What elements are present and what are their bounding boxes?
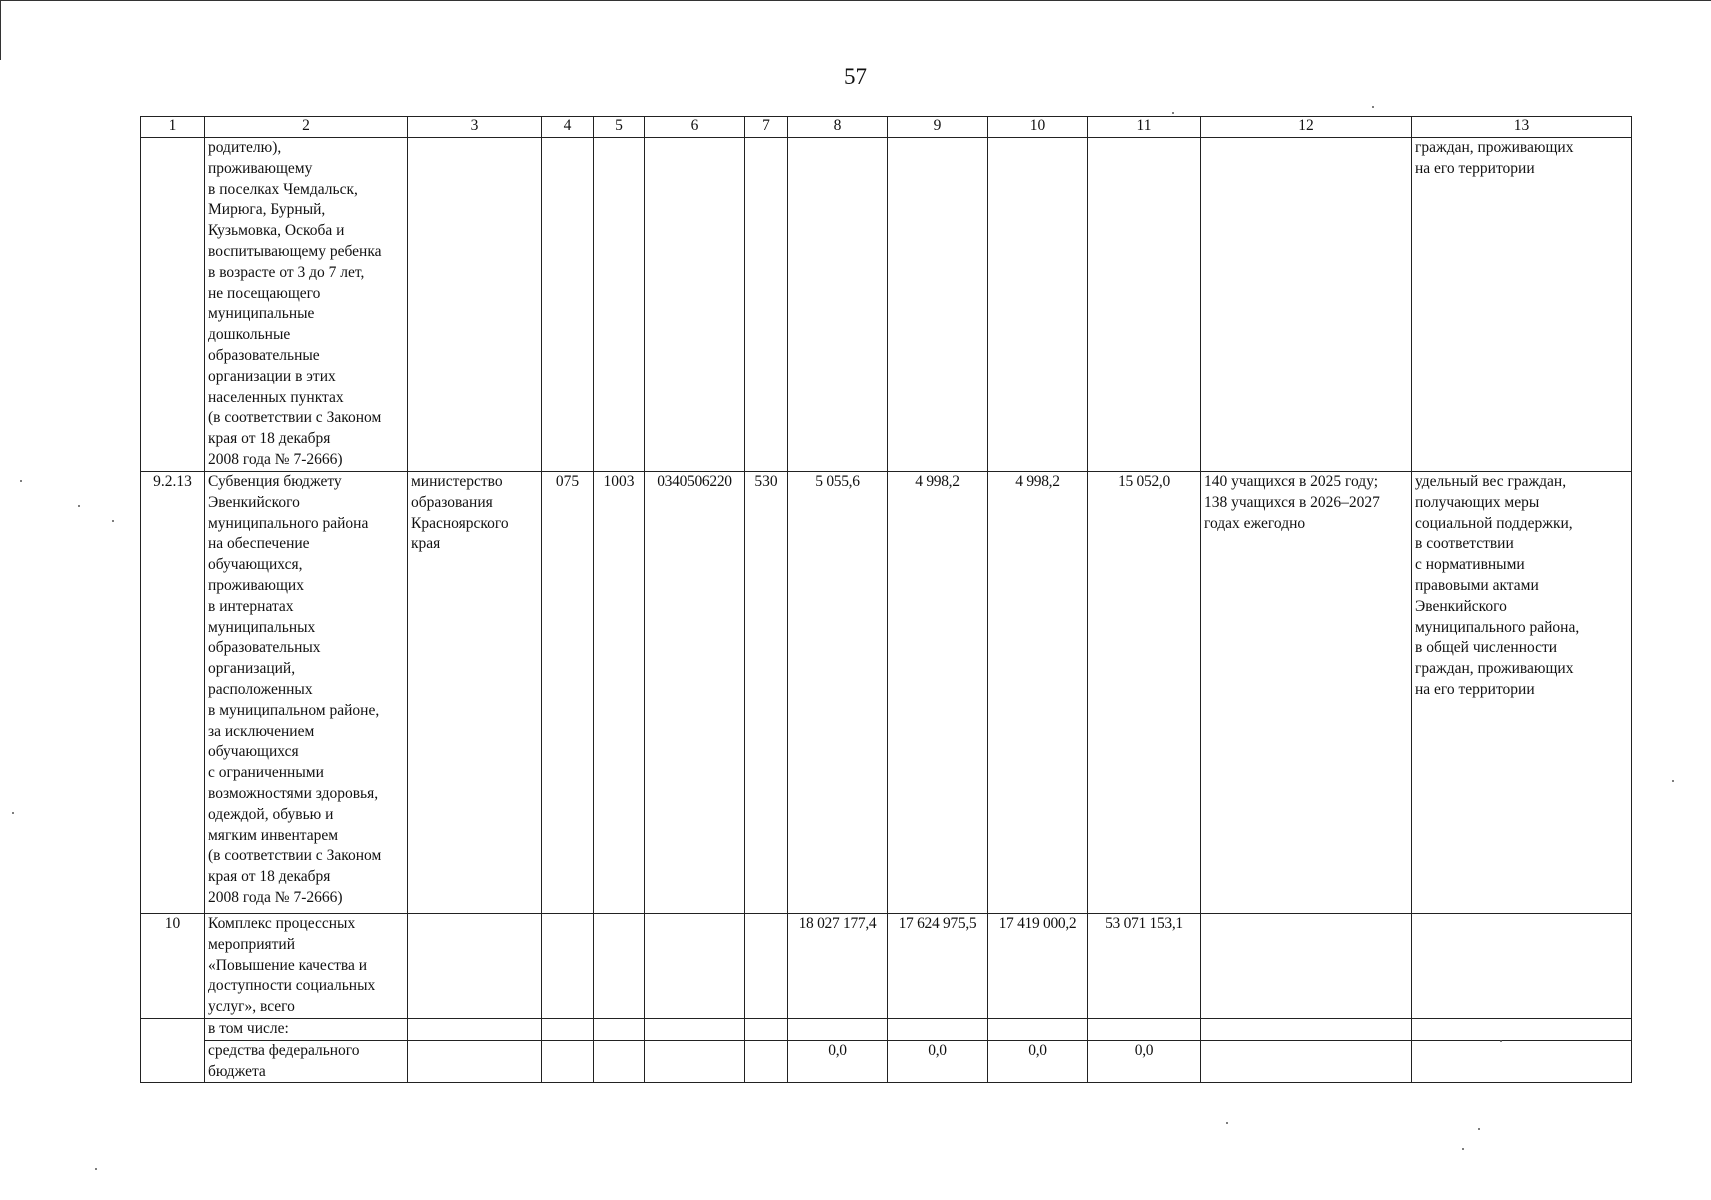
cell-year-2027: [988, 138, 1088, 472]
cell-indicator: [1412, 1040, 1632, 1083]
header-cell-9: 9: [888, 117, 988, 138]
cell-result: [1201, 138, 1412, 472]
cell-executor: [408, 914, 542, 1019]
cell-number: [141, 138, 205, 472]
cell-executor: [408, 1040, 542, 1083]
cell-result: [1201, 1040, 1412, 1083]
table-row-10: [141, 914, 1632, 1019]
cell-description: Комплекс процессных мероприятий «Повышение качества и доступности социальных услуг», всего: [205, 914, 408, 1019]
header-cell-2: 2: [205, 117, 408, 138]
cell-year-2025: [788, 1019, 888, 1041]
cell-number: [141, 1019, 205, 1041]
header-cell-6: 6: [645, 117, 745, 138]
cell-description: средства федерального бюджета: [205, 1040, 408, 1083]
header-cell-4: 4: [542, 117, 594, 138]
cell-number: [141, 1040, 205, 1083]
cell-year-2025: 18 027 177,4: [788, 914, 888, 1019]
cell-vr: [745, 1019, 788, 1041]
scan-speck: [95, 1168, 97, 1170]
cell-indicator: граждан, проживающих на его территории: [1412, 138, 1632, 472]
cell-total: 15 052,0: [1088, 472, 1201, 914]
cell-year-2026: [888, 1019, 988, 1041]
cell-indicator: [1412, 1019, 1632, 1041]
page-number: 57: [844, 64, 867, 89]
cell-year-2025: 0,0: [788, 1040, 888, 1083]
cell-year-2027: 0,0: [988, 1040, 1088, 1083]
cell-total: [1088, 1019, 1201, 1041]
table-row-9-2-13: [141, 472, 1632, 914]
cell-result: 140 учащихся в 2025 году; 138 учащихся в 2026–2027 годах ежегодно: [1201, 472, 1412, 914]
cell-grbs: [542, 138, 594, 472]
cell-total: [1088, 138, 1201, 472]
cell-vr: [745, 914, 788, 1019]
cell-grbs: [542, 914, 594, 1019]
header-cell-5: 5: [594, 117, 645, 138]
header-cell-12: 12: [1201, 117, 1412, 138]
cell-rzpr: 1003: [594, 472, 645, 914]
budget-table: [140, 116, 1632, 1083]
cell-csr: [645, 914, 745, 1019]
cell-vr: [745, 138, 788, 472]
cell-executor: [408, 1019, 542, 1041]
cell-grbs: 075: [542, 472, 594, 914]
header-cell-10: 10: [988, 117, 1088, 138]
cell-rzpr: [594, 1040, 645, 1083]
cell-description: в том числе:: [205, 1019, 408, 1041]
cell-csr: [645, 1040, 745, 1083]
scan-speck: [20, 480, 22, 482]
header-cell-8: 8: [788, 117, 888, 138]
cell-year-2026: [888, 138, 988, 472]
header-cell-11: 11: [1088, 117, 1201, 138]
cell-year-2026: 0,0: [888, 1040, 988, 1083]
scan-speck: [1226, 1122, 1228, 1124]
cell-csr: 0340506220: [645, 472, 745, 914]
table-row-including: [141, 1019, 1632, 1041]
header-cell-3: 3: [408, 117, 542, 138]
cell-year-2027: 17 419 000,2: [988, 914, 1088, 1019]
cell-csr: [645, 1019, 745, 1041]
cell-grbs: [542, 1040, 594, 1083]
cell-executor: министерство образования Красноярского края: [408, 472, 542, 914]
cell-year-2025: [788, 138, 888, 472]
scan-speck: [1478, 1128, 1480, 1130]
cell-csr: [645, 138, 745, 472]
cell-vr: [745, 1040, 788, 1083]
cell-executor: [408, 138, 542, 472]
scan-speck: [12, 812, 14, 814]
cell-year-2026: 4 998,2: [888, 472, 988, 914]
cell-year-2027: [988, 1019, 1088, 1041]
scan-speck: [112, 520, 114, 522]
header-cell-13: 13: [1412, 117, 1632, 138]
cell-year-2026: 17 624 975,5: [888, 914, 988, 1019]
cell-rzpr: [594, 914, 645, 1019]
table-row-federal-budget: [141, 1040, 1632, 1083]
cell-indicator: удельный вес граждан, получающих меры социальной поддержки, в соответствии с нормативными правовыми актами Эвенкийского муниципального района, в общей численности граждан, проживающих на его территории: [1412, 472, 1632, 914]
header-cell-7: 7: [745, 117, 788, 138]
cell-total: 53 071 153,1: [1088, 914, 1201, 1019]
cell-vr: 530: [745, 472, 788, 914]
header-cell-1: 1: [141, 117, 205, 138]
cell-result: [1201, 1019, 1412, 1041]
cell-grbs: [542, 1019, 594, 1041]
cell-number: 10: [141, 914, 205, 1019]
scan-speck: [78, 505, 80, 507]
scan-speck: [1500, 1040, 1502, 1042]
scan-speck: [1462, 1148, 1464, 1150]
scan-speck: [1672, 780, 1674, 782]
cell-indicator: [1412, 914, 1632, 1019]
cell-year-2025: 5 055,6: [788, 472, 888, 914]
scan-speck: [1172, 112, 1174, 114]
cell-number: 9.2.13: [141, 472, 205, 914]
cell-rzpr: [594, 1019, 645, 1041]
scan-edge-top: [0, 0, 1711, 1]
cell-description: родителю), проживающему в поселках Чемдальск, Мирюга, Бурный, Кузьмовка, Оскоба и воспитывающему ребенка в возрасте от 3 до 7 лет, не посещающего муниципальные дошкольные образовательные организации в этих населенных пунктах (в соответствии с Законом края от 18 декабря 2008 года № 7-2666): [205, 138, 408, 472]
cell-rzpr: [594, 138, 645, 472]
header-row: [141, 117, 1632, 138]
table-row-continuation: [141, 138, 1632, 472]
cell-description: Субвенция бюджету Эвенкийского муниципального района на обеспечение обучающихся, проживающих в интернатах муниципальных образовательных организаций, расположенных в муниципальном районе, за исключением обучающихся с ограниченными возможностями здоровья, одеждой, обувью и мягким инвентарем (в соответствии с Законом края от 18 декабря 2008 года № 7-2666): [205, 472, 408, 914]
cell-year-2027: 4 998,2: [988, 472, 1088, 914]
cell-total: 0,0: [1088, 1040, 1201, 1083]
scan-speck: [1372, 106, 1374, 108]
cell-result: [1201, 914, 1412, 1019]
scan-edge-left: [0, 0, 1, 60]
